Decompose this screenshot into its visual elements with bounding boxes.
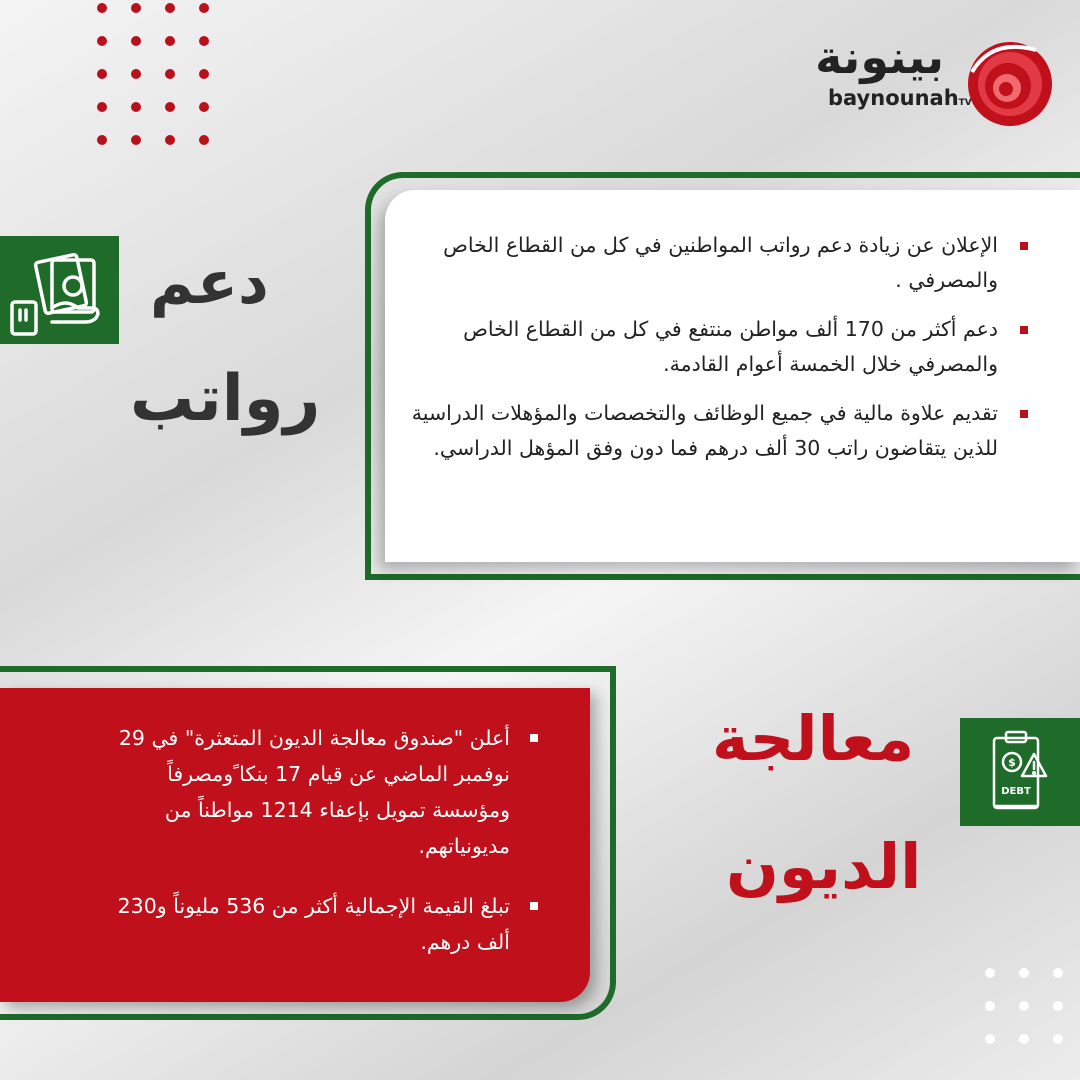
decorative-dot [165,135,175,145]
salary-bullet-text: تقديم علاوة مالية في جميع الوظائف والتخصصات والمؤهلات الدراسية للذين يتقاضون راتب 30 ألف درهم فما دون وفق المؤهل الدراسي. [411,401,998,460]
decorative-dot [165,3,175,13]
debt-bullet-list [98,720,538,984]
decorative-dot-grid-white [985,968,1080,1067]
decorative-dot-grid-red [97,3,233,168]
debt-icon-label: DEBT [1001,786,1031,797]
debt-bullet-text: أعلن "صندوق معالجة الديون المتعثرة" في 29 نوفمبر الماضي عن قيام 17 بنكا ًومصرفاً ومؤسسة تمويل بإعفاء 1214 مواطناً من مديونياتهم. [118,726,510,858]
decorative-dot [199,102,209,112]
decorative-dot [97,36,107,46]
decorative-dot [97,3,107,13]
bullet-marker [1020,242,1028,250]
decorative-dot [1019,1034,1029,1044]
decorative-dot [131,3,141,13]
debt-bullet-text: تبلغ القيمة الإجمالية أكثر من 536 مليوناً و230 ألف درهم. [117,894,510,954]
debt-bullet-item [98,888,538,960]
decorative-dot [199,36,209,46]
decorative-dot [97,69,107,79]
decorative-dot [131,135,141,145]
svg-text:$: $ [1008,756,1016,769]
decorative-dot [165,69,175,79]
decorative-dot [1053,1001,1063,1011]
debt-card [0,688,590,1002]
debt-bullet-item [98,720,538,864]
logo-swirl-icon [952,32,1056,132]
logo-english-name [828,86,972,110]
salary-icon-box [0,236,119,344]
decorative-dot [1019,1001,1029,1011]
decorative-dot [1053,968,1063,978]
debt-title-line1: معالجة [712,702,915,775]
salary-card [385,190,1080,562]
bullet-marker [530,734,538,742]
salary-bullet-item [408,396,1028,466]
decorative-dot [985,1001,995,1011]
decorative-dot [165,36,175,46]
salary-bullet-item [408,228,1028,298]
decorative-dot [165,102,175,112]
decorative-dot [199,3,209,13]
salary-bullet-text: الإعلان عن زيادة دعم رواتب المواطنين في كل من القطاع الخاص والمصرفي . [443,233,998,292]
decorative-dot [1019,968,1029,978]
decorative-dot [131,69,141,79]
baynounah-logo [815,22,1056,132]
debt-icon-box [960,718,1080,826]
logo-tv-suffix: TV [958,98,972,108]
debt-document-icon [960,718,1080,826]
logo-arabic-name: بينونة [815,30,944,84]
decorative-dot [985,968,995,978]
salary-bullet-list [408,228,1028,480]
bullet-marker [530,902,538,910]
decorative-dot [97,102,107,112]
logo-english-text: baynounah [828,86,959,110]
bullet-marker [1020,326,1028,334]
decorative-dot [131,36,141,46]
debt-title-line2: الديون [726,830,922,903]
salary-title-line2: رواتب [130,362,321,436]
salary-bullet-text: دعم أكثر من 170 ألف مواطن منتفع في كل من القطاع الخاص والمصرفي خلال الخمسة أعوام القادمة. [463,317,998,376]
bullet-marker [1020,410,1028,418]
decorative-dot [131,102,141,112]
salary-title-line1: دعم [150,248,269,318]
salary-bullet-item [408,312,1028,382]
decorative-dot [985,1034,995,1044]
money-hand-icon [0,236,119,344]
decorative-dot [97,135,107,145]
decorative-dot [199,69,209,79]
decorative-dot [199,135,209,145]
decorative-dot [1053,1034,1063,1044]
